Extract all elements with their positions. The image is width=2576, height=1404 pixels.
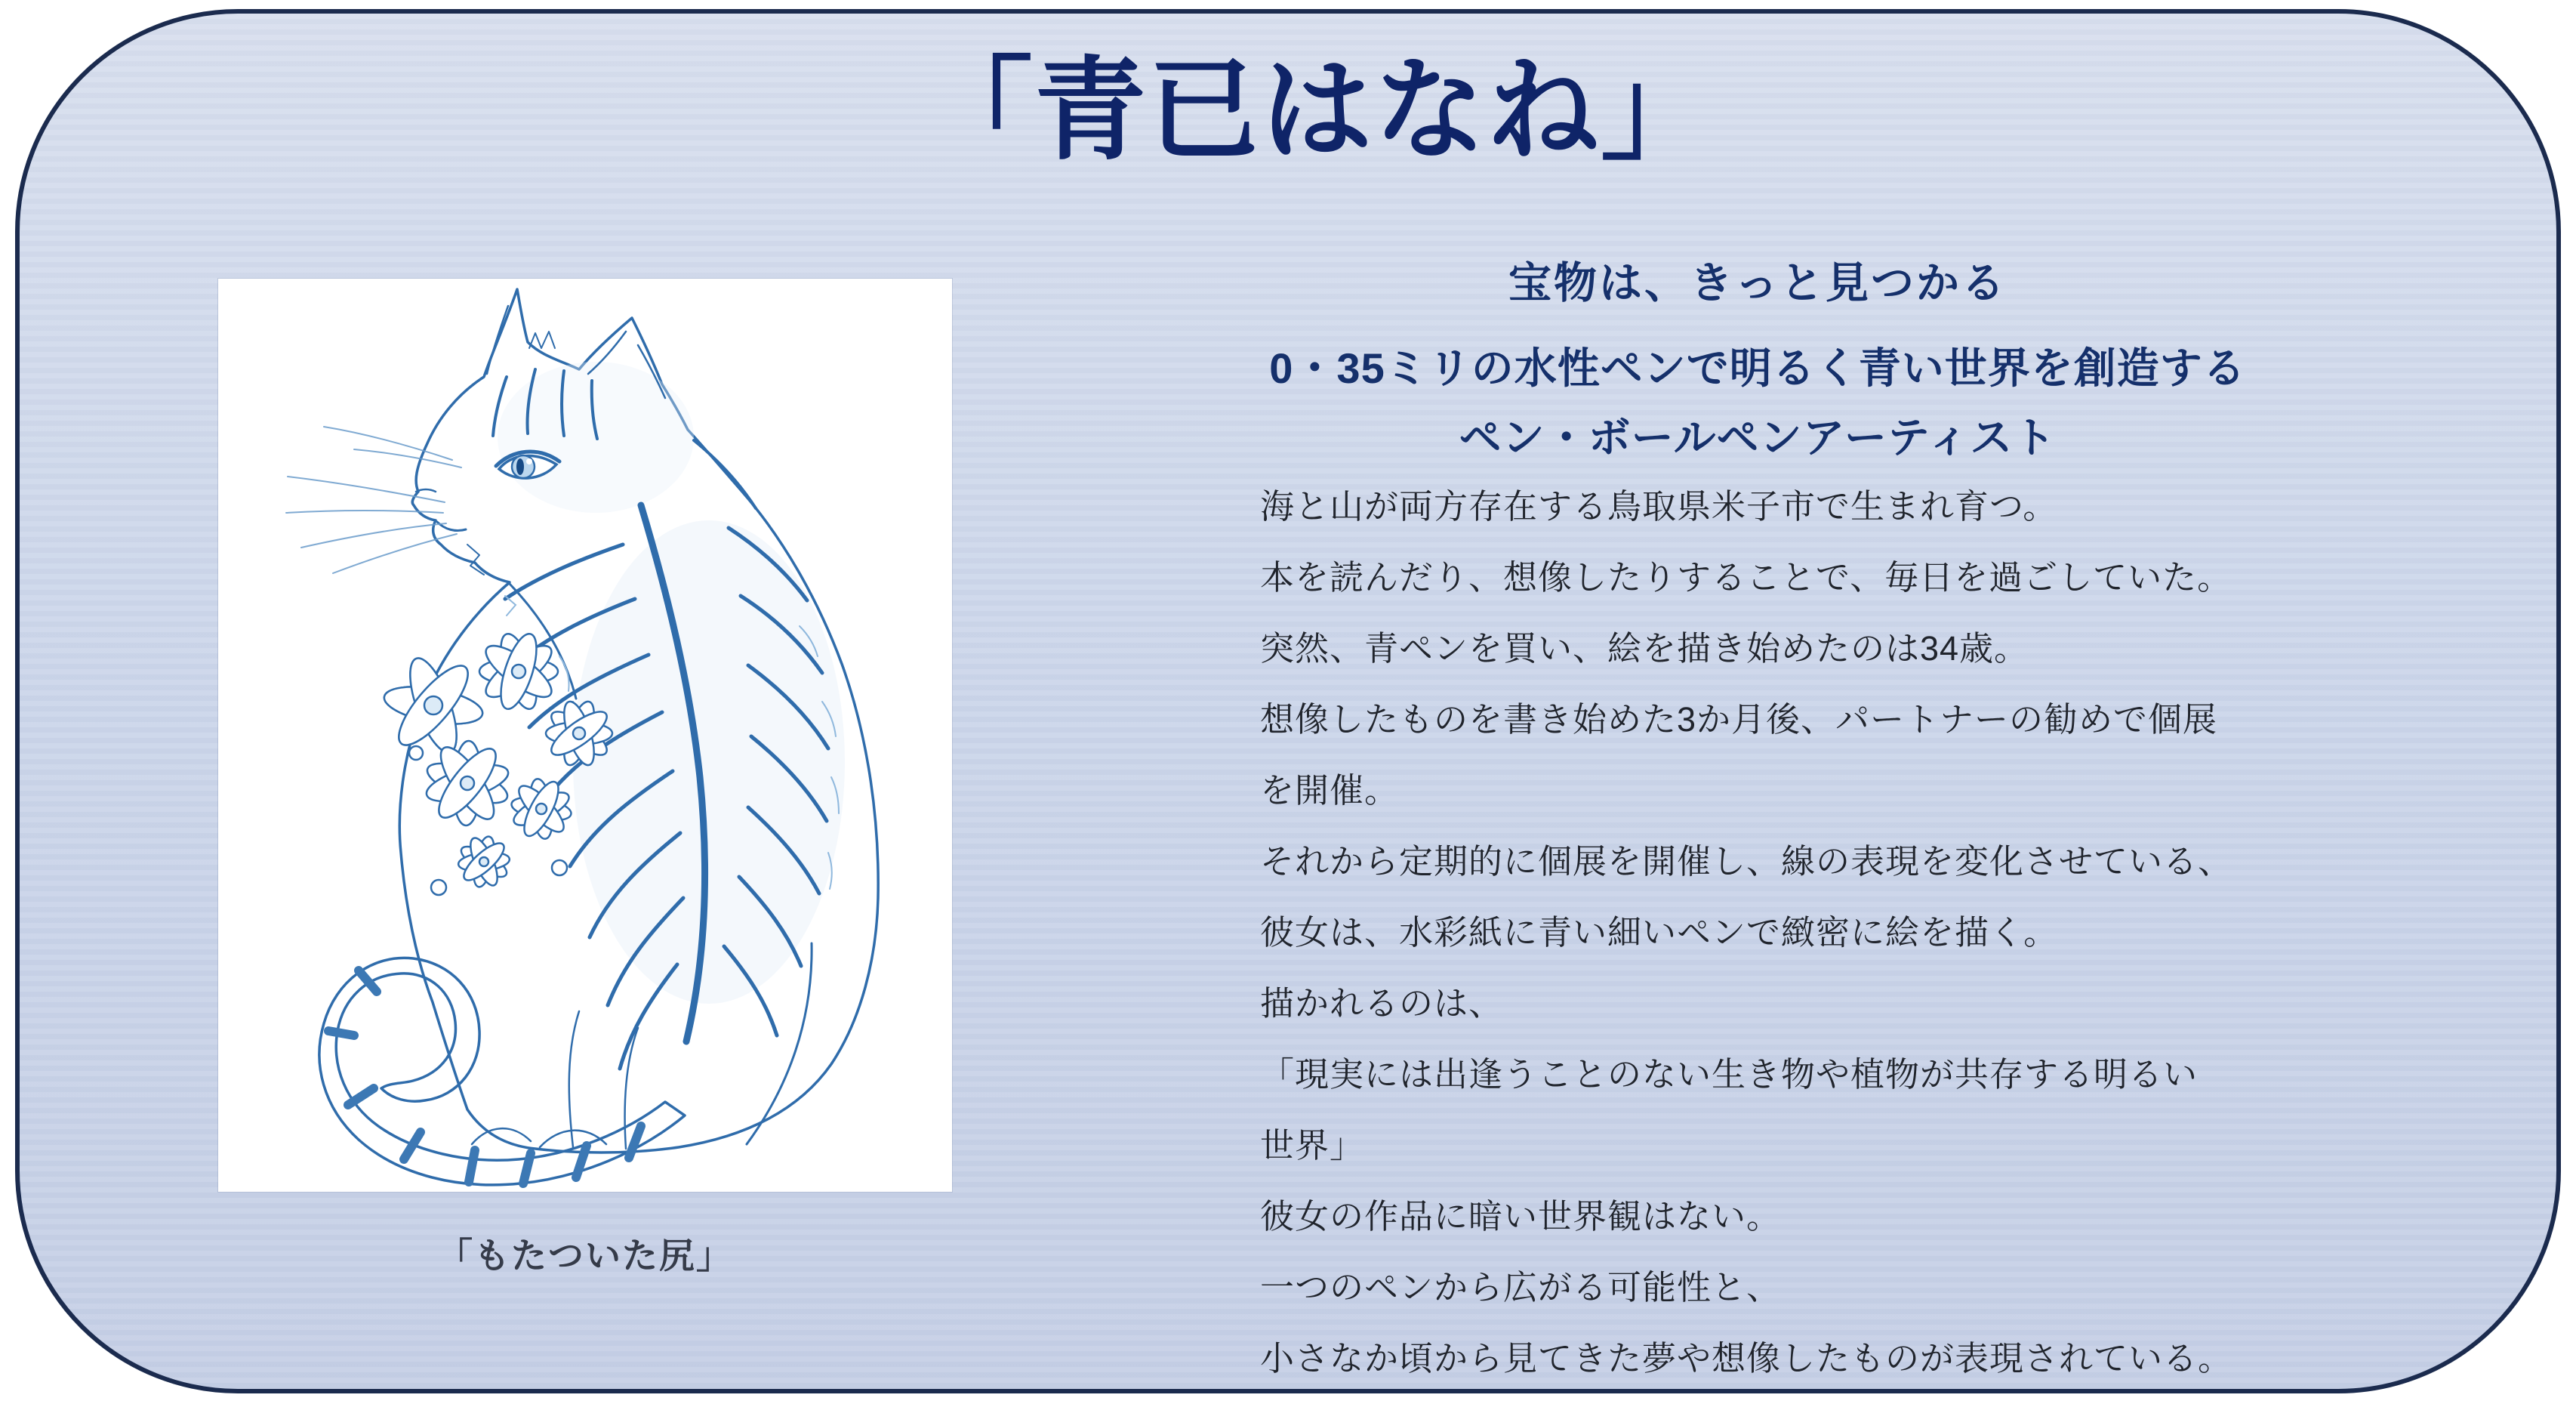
whiskers xyxy=(286,427,461,573)
cat-pupil xyxy=(516,458,524,475)
bio-line: 突然、青ペンを買い、絵を描き始めたのは34歳。 xyxy=(1260,629,2029,668)
subtitle xyxy=(1084,334,2431,473)
tagline: 宝物は、きっと見つかる xyxy=(1508,259,2007,307)
bio-line: それから定期的に個展を開催し、線の表現を変化させている、 xyxy=(1260,842,2233,881)
nose-line xyxy=(416,489,436,492)
bio-line: を開催。 xyxy=(1260,771,1400,810)
bio-line: 想像したものを書き始めた3か月後、パートナーの勧めで個展 xyxy=(1260,700,2218,739)
left-ear-inner-line xyxy=(487,306,508,374)
bio-line: 小さなか頃から見てきた夢や想像したものが表現されている。 xyxy=(1260,1339,2233,1378)
eye-highlight xyxy=(526,458,532,464)
bio-line: 一つのペンから広がる可能性と、 xyxy=(1260,1268,1782,1307)
bio-line: 世界」 xyxy=(1260,1126,1365,1165)
page-title: 「青已はなね」 xyxy=(921,48,1714,173)
subtitle-line: ペン・ボールペンアーティスト xyxy=(1459,414,2057,461)
subtitle-line: 0・35ミリの水性ペンで明るく青い世界を創造する xyxy=(1269,344,2246,392)
bio-line: 「現実には出逢うことのない生き物や植物が共存する明るい xyxy=(1260,1055,2199,1094)
front-leg-line-1 xyxy=(569,1011,579,1147)
cat-drawing-illustration xyxy=(218,279,952,1192)
bio-line: 海と山が両方存在する鳥取県米子市で生まれ育つ。 xyxy=(1260,487,2058,526)
body-shading xyxy=(573,520,845,1004)
profile-card xyxy=(15,9,2561,1393)
bio-line: 本を読んだり、想像したりすることで、毎日を過ごしていた。 xyxy=(1260,558,2232,597)
artwork-frame xyxy=(218,279,952,1192)
biography xyxy=(1260,471,2232,1394)
bio-line: 彼女の作品に暗い世界観はない。 xyxy=(1260,1197,1782,1236)
bio-line: 彼女は、水彩紙に青い細いペンで緻密に絵を描く。 xyxy=(1260,913,2059,952)
bio-line: 描かれるのは、 xyxy=(1260,984,1504,1023)
artwork-caption: 「もたついた尻」 xyxy=(437,1236,733,1276)
